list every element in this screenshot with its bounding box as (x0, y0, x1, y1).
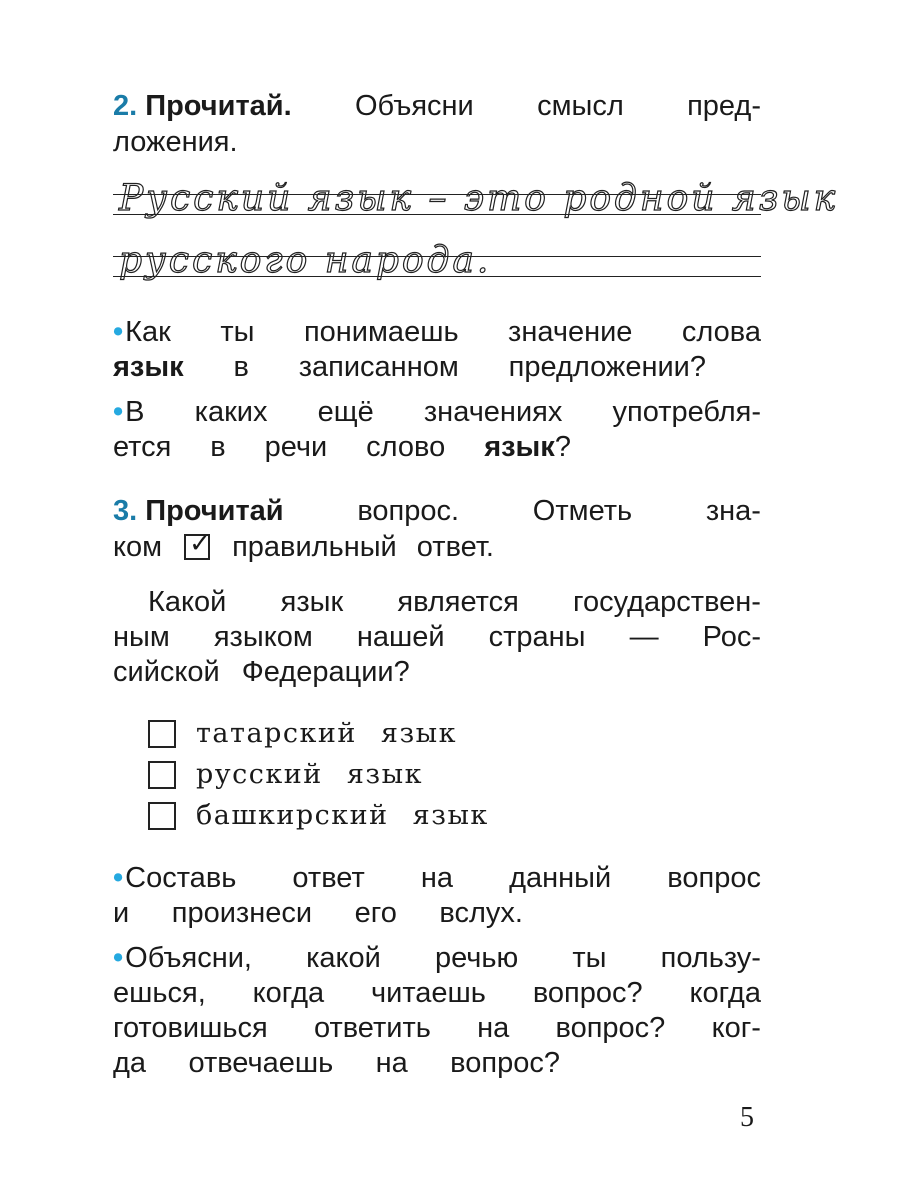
task2-line-2 (113, 124, 761, 160)
checkmark-box-icon (184, 529, 211, 560)
word: употребля- (612, 396, 761, 428)
handwriting-line-2: русского народа. (119, 240, 492, 281)
word: какой (306, 942, 381, 974)
word: в (233, 351, 249, 383)
word: страны (488, 621, 586, 653)
task2-question-1-line-2 (113, 349, 706, 385)
page-number: 5 (740, 1102, 754, 1133)
option-label: русский язык (196, 759, 423, 790)
task2-number: 2. (113, 90, 138, 122)
bullet-icon: • (113, 316, 124, 348)
keyword: язык (484, 431, 555, 463)
task2-question-1-line-1 (113, 314, 761, 350)
task3-line-2 (113, 529, 761, 565)
word: вопрос (667, 862, 761, 894)
word: понимаешь (303, 316, 459, 348)
option-russian[interactable] (148, 759, 423, 790)
word: Федерации? (241, 656, 410, 688)
task3-question-line-3 (113, 654, 761, 690)
word: речью (434, 942, 519, 974)
word: на (375, 1047, 408, 1079)
word: ком (113, 531, 163, 563)
word: ется (113, 431, 172, 463)
word: В (125, 396, 145, 428)
task3-question-line-2 (113, 619, 761, 655)
word: вслух. (439, 897, 523, 929)
task3-question-line-1 (148, 584, 761, 620)
task3-question-2-line-1 (113, 940, 761, 976)
word: и (113, 897, 130, 929)
word: когда (689, 977, 761, 1009)
option-bashkir[interactable] (148, 800, 489, 831)
word: нашей (356, 621, 445, 653)
word: смысл (537, 90, 624, 122)
task2-question-2-line-1 (113, 394, 761, 430)
keyword: язык (113, 351, 184, 383)
bullet-icon: • (113, 942, 124, 974)
word: значениях (423, 396, 563, 428)
word: государствен- (573, 586, 761, 618)
word: предложении? (508, 351, 706, 383)
word: ным (113, 621, 170, 653)
option-checkbox[interactable] (148, 802, 176, 830)
word: сийской (113, 656, 220, 688)
word: язык (280, 586, 344, 618)
word: Отметь (532, 495, 633, 527)
word: в (210, 431, 226, 463)
word: отвечаешь (188, 1047, 334, 1079)
task3-question-1-line-2 (113, 895, 523, 931)
word: ког- (711, 1012, 761, 1044)
word: ложения. (113, 126, 238, 158)
option-checkbox[interactable] (148, 720, 176, 748)
word: на (477, 1012, 510, 1044)
word: ещё (317, 396, 374, 428)
handwriting-line-1: Русский язык – это родной язык (119, 178, 839, 219)
word: когда (252, 977, 325, 1009)
task2-instruction-bold: Прочитай. (145, 90, 292, 122)
word: слова (681, 316, 761, 348)
task3-question-1-line-1 (113, 860, 761, 896)
word: речи (264, 431, 328, 463)
word: ответ (292, 862, 365, 894)
word: да (113, 1047, 147, 1079)
task3-line-1 (113, 493, 761, 529)
word: Как (125, 316, 171, 348)
word: читаешь (371, 977, 486, 1009)
option-tatar[interactable] (148, 718, 457, 749)
word: ешься, (113, 977, 206, 1009)
word: Составь (125, 862, 237, 894)
word: вопрос? (532, 977, 643, 1009)
task3-question-2-line-3 (113, 1010, 761, 1046)
word: пред- (687, 90, 761, 122)
word: вопрос? (555, 1012, 666, 1044)
word: языком (213, 621, 313, 653)
word: записанном (298, 351, 459, 383)
word: — (629, 621, 659, 653)
word: Объясни, (125, 942, 252, 974)
task2-line-1 (113, 88, 761, 124)
task3-instruction-bold: Прочитай (145, 495, 284, 527)
handwriting-sample (113, 172, 839, 292)
word: пользу- (660, 942, 761, 974)
word: правильный ответ. (232, 531, 494, 563)
task2-question-2-line-2 (113, 429, 571, 465)
word: является (397, 586, 519, 618)
task3-question-2-line-2 (113, 975, 761, 1011)
word: ты (220, 316, 255, 348)
option-label: башкирский язык (196, 800, 489, 831)
task3-number: 3. (113, 495, 138, 527)
bullet-icon: • (113, 396, 124, 428)
bullet-icon: • (113, 862, 124, 894)
word: его (354, 897, 397, 929)
word: на (420, 862, 453, 894)
word: произнеси (171, 897, 313, 929)
check-icon: ✓ (189, 529, 211, 559)
word: Какой (148, 586, 227, 618)
word: ? (554, 431, 571, 463)
option-checkbox[interactable] (148, 761, 176, 789)
word: каких (194, 396, 268, 428)
word: ты (572, 942, 607, 974)
word: Рос- (702, 621, 761, 653)
word: Объясни (355, 90, 474, 122)
word: ответить (313, 1012, 431, 1044)
task3-question-2-line-4 (113, 1045, 560, 1081)
word: значение (508, 316, 633, 348)
word: данный (509, 862, 612, 894)
word: зна- (705, 495, 761, 527)
word: вопрос. (357, 495, 460, 527)
word: слово (366, 431, 446, 463)
option-label: татарский язык (196, 718, 458, 749)
word: вопрос? (450, 1047, 560, 1079)
word: готовишься (113, 1012, 268, 1044)
